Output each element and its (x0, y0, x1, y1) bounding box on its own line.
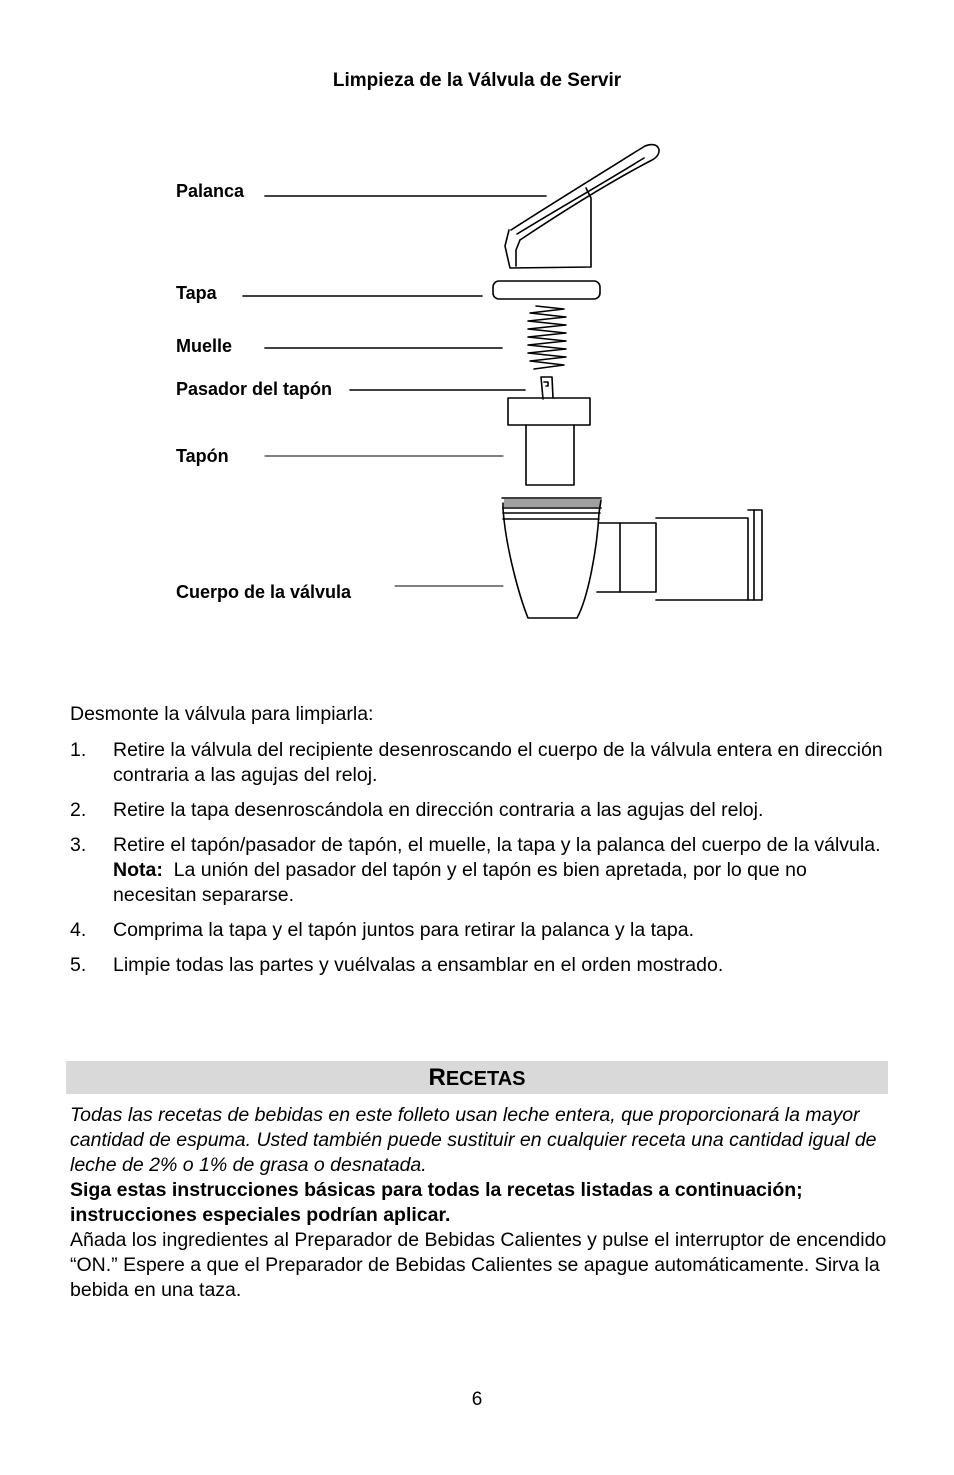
note-label: Nota: (113, 859, 163, 881)
lever-part (505, 145, 659, 268)
step-text: Limpie todas las partes y vuélvalas a ensamblar en el orden mostrado. (113, 954, 724, 976)
intro-text: Desmonte la válvula para limpiarla: (70, 703, 374, 725)
plug-pin-part (541, 377, 553, 399)
spring-part (528, 306, 566, 369)
label-tapon: Tapón (176, 446, 229, 466)
label-pasador: Pasador del tapón (176, 379, 333, 399)
recipes-italic-text: Todas las recetas de bebidas en este folleto usan leche entera, que proporcionará la mayor cantidad de espuma. Usted también puede sustituir en cualquier receta una cantidad igual de leche de 2% o 1% de grasa o desnatada. (70, 1104, 877, 1176)
plug-part (508, 398, 590, 485)
label-cuerpo: Cuerpo de la válvula (176, 582, 352, 602)
recipes-bold-text: Siga estas instrucciones básicas para todas la recetas listadas a continuación; instrucciones especiales podrían aplicar. (70, 1179, 803, 1226)
thread-lines (504, 500, 600, 506)
list-item (70, 798, 890, 823)
step-text: Comprima la tapa y el tapón juntos para retirar la palanca y la tapa. (113, 919, 694, 941)
step-text: Retire la tapa desenroscándola en dirección contraria a las agujas del reloj. (113, 799, 764, 821)
list-item (70, 953, 890, 978)
label-palanca: Palanca (176, 181, 245, 201)
list-item (70, 738, 890, 788)
recipes-heading (66, 1064, 888, 1092)
page-number: 6 (471, 1389, 483, 1410)
label-muelle: Muelle (176, 336, 233, 356)
step-number: 2. (70, 799, 87, 821)
label-tapa: Tapa (176, 283, 217, 303)
list-item (70, 918, 890, 943)
valve-diagram (0, 130, 954, 640)
recipes-normal-text: Añada los ingredientes al Preparador de Bebidas Calientes y pulse el interruptor de encendido “ON.” Espere a que el Preparador de Bebidas Calientes se apague automáticamente. Sirva la bebida en una taza. (70, 1229, 887, 1301)
step-number: 5. (70, 954, 87, 976)
step-number: 4. (70, 919, 87, 941)
recipes-intro (70, 1103, 900, 1303)
steps-list (70, 738, 890, 988)
step-number: 3. (70, 834, 87, 856)
recipes-heading-initial: R (428, 1064, 446, 1091)
step-text: Retire la válvula del recipiente desenroscando el cuerpo de la válvula entera en dirección contraria a las agujas del reloj. (113, 739, 883, 786)
valve-body-part (502, 498, 762, 618)
section-title: Limpieza de la Válvula de Servir (332, 70, 622, 91)
list-item (70, 833, 890, 908)
step-number: 1. (70, 739, 87, 761)
valve-drawing (0, 130, 954, 640)
step-text: Retire el tapón/pasador de tapón, el muelle, la tapa y la palanca del cuerpo de la válvula. (113, 834, 881, 856)
recipes-heading-rest: ECETAS (445, 1068, 526, 1090)
cap-part (493, 281, 600, 299)
note-text: La unión del pasador del tapón y el tapón es bien apretada, por lo que no necesitan separarse. (113, 859, 807, 906)
